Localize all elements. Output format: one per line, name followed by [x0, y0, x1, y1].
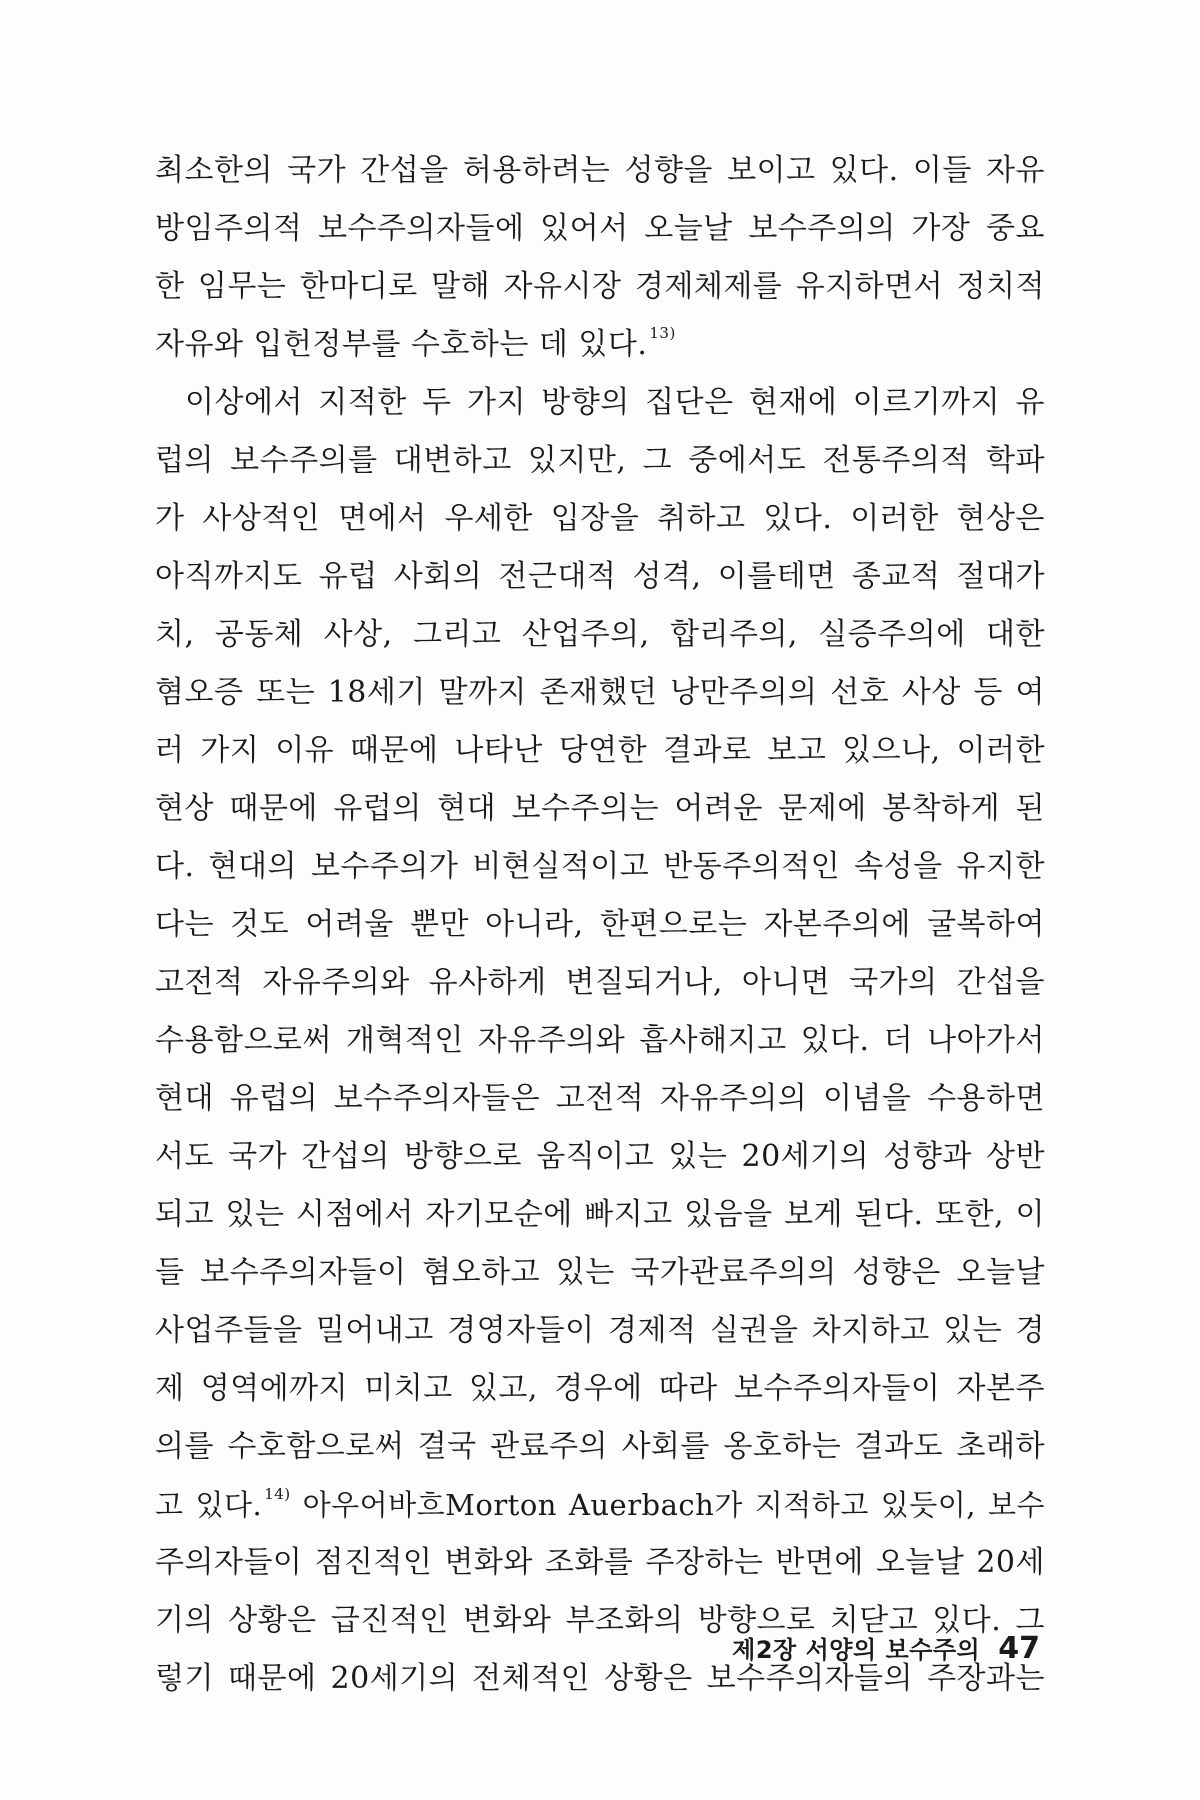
text-line-content: 혐오증 또는 18세기 말까지 존재했던 낭만주의의 선호 사상 등 여 — [155, 675, 1045, 710]
text-line-content: 한 임무는 한마디로 말해 자유시장 경제체제를 유지하면서 정치적 — [155, 269, 1045, 304]
text-line — [155, 780, 1045, 838]
text-line — [155, 258, 1045, 316]
text-line — [155, 606, 1045, 664]
text-line — [155, 1186, 1045, 1244]
text-line-content: 사업주들을 밀어내고 경영자들이 경제적 실권을 차지하고 있는 경 — [155, 1313, 1045, 1348]
text-line-content: 의를 수호함으로써 결국 관료주의 사회를 옹호하는 결과도 초래하 — [155, 1429, 1045, 1464]
text-line-content: 다. 현대의 보수주의가 비현실적이고 반동주의적인 속성을 유지한 — [155, 849, 1045, 884]
body-text — [155, 142, 1045, 1708]
text-line — [155, 316, 1045, 374]
text-line — [155, 1302, 1045, 1360]
text-line — [155, 896, 1045, 954]
text-line — [155, 838, 1045, 896]
page-number: 47 — [998, 1631, 1040, 1666]
text-line-content: 아직까지도 유럽 사회의 전근대적 성격, 이를테면 종교적 절대가 — [155, 559, 1045, 594]
text-line-content: 현상 때문에 유럽의 현대 보수주의는 어려운 문제에 봉착하게 된 — [155, 791, 1045, 826]
text-line-content: 렇기 때문에 20세기의 전체적인 상황은 보수주의자들의 주장과는 — [155, 1661, 1045, 1696]
text-line-continuation: 아우어바흐Morton Auerbach가 지적하고 있듯이, 보수 — [290, 1488, 1045, 1522]
text-line — [155, 1244, 1045, 1302]
text-line-content: 최소한의 국가 간섭을 허용하려는 성향을 보이고 있다. 이들 자유 — [155, 153, 1045, 188]
text-line-content: 제 영역에까지 미치고 있고, 경우에 따라 보수주의자들이 자본주 — [155, 1371, 1045, 1406]
text-line-content: 되고 있는 시점에서 자기모순에 빠지고 있음을 보게 된다. 또한, 이 — [155, 1197, 1045, 1232]
text-line-content: 럽의 보수주의를 대변하고 있지만, 그 중에서도 전통주의적 학파 — [155, 443, 1045, 478]
text-line — [155, 1012, 1045, 1070]
text-line — [155, 548, 1045, 606]
text-line-content: 기의 상황은 급진적인 변화와 부조화의 방향으로 치닫고 있다. 그 — [155, 1603, 1045, 1638]
text-line — [155, 1070, 1045, 1128]
text-line-content: 들 보수주의자들이 혐오하고 있는 국가관료주의의 성향은 오늘날 — [155, 1255, 1045, 1290]
text-line-content: 방임주의적 보수주의자들에 있어서 오늘날 보수주의의 가장 중요 — [155, 211, 1045, 246]
text-line — [155, 1534, 1045, 1592]
text-line — [155, 1360, 1045, 1418]
footnote-marker[interactable]: 13) — [649, 324, 676, 342]
text-line — [155, 200, 1045, 258]
text-line — [155, 142, 1045, 200]
text-line — [155, 954, 1045, 1012]
text-line-content: 주의자들이 점진적인 변화와 조화를 주장하는 반면에 오늘날 20세 — [155, 1545, 1045, 1580]
text-line-content: 자유와 입헌정부를 수호하는 데 있다. — [155, 327, 648, 362]
text-line — [155, 1418, 1045, 1476]
text-line-content: 가 사상적인 면에서 우세한 입장을 취하고 있다. 이러한 현상은 — [155, 501, 1045, 536]
text-line-content: 다는 것도 어려울 뿐만 아니라, 한편으로는 자본주의에 굴복하여 — [155, 907, 1045, 942]
text-line — [155, 664, 1045, 722]
text-line-content: 서도 국가 간섭의 방향으로 움직이고 있는 20세기의 성향과 상반 — [155, 1139, 1045, 1174]
text-line — [155, 374, 1045, 432]
text-line — [155, 1476, 1045, 1534]
text-line — [155, 490, 1045, 548]
text-line-content: 현대 유럽의 보수주의자들은 고전적 자유주의의 이념을 수용하면 — [155, 1081, 1045, 1116]
text-line — [155, 1128, 1045, 1186]
text-line — [155, 722, 1045, 780]
text-line-content: 수용함으로써 개혁적인 자유주의와 흡사해지고 있다. 더 나아가서 — [155, 1023, 1045, 1058]
text-line — [155, 432, 1045, 490]
text-line-content: 고전적 자유주의와 유사하게 변질되거나, 아니면 국가의 간섭을 — [155, 965, 1045, 1000]
text-line-content: 치, 공동체 사상, 그리고 산업주의, 합리주의, 실증주의에 대한 — [155, 617, 1045, 652]
text-line-content: 러 가지 이유 때문에 나타난 당연한 결과로 보고 있으나, 이러한 — [155, 733, 1045, 768]
running-footer-title: 제2장 서양의 보수주의 — [732, 1636, 981, 1664]
text-line-content: 이상에서 지적한 두 가지 방향의 집단은 현재에 이르기까지 유 — [185, 385, 1045, 420]
page-footer — [690, 1630, 1040, 1670]
text-line-content: 고 있다. — [155, 1488, 263, 1522]
footnote-marker[interactable]: 14) — [264, 1485, 291, 1503]
